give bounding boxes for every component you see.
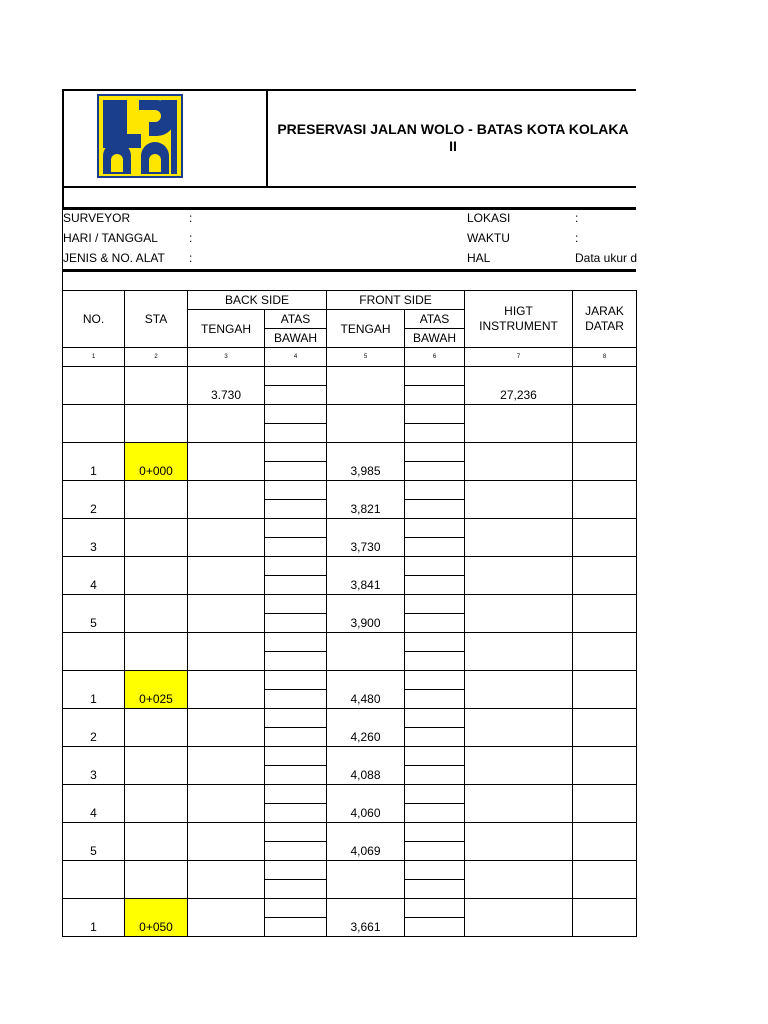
row-sta: [125, 861, 188, 899]
higt-instrument-cell: [465, 709, 573, 747]
tool-colon: :: [189, 251, 193, 265]
front-tengah-cell: 4,060: [327, 785, 405, 823]
back-bawah-cell: [265, 386, 327, 405]
front-bawah-cell: [405, 614, 465, 633]
hal-label: HAL: [467, 251, 491, 265]
front-atas-cell: [405, 519, 465, 538]
front-tengah-cell: 4,069: [327, 823, 405, 861]
back-atas-header: ATAS: [265, 310, 327, 329]
leveling-table: [62, 290, 637, 937]
title-line-1: PRESERVASI JALAN WOLO - BATAS KOTA KOLAKA: [277, 121, 629, 137]
back-atas-cell: [265, 557, 327, 576]
back-atas-cell: [265, 823, 327, 842]
tool-label: JENIS & NO. ALAT: [63, 251, 165, 265]
front-atas-cell: [405, 633, 465, 652]
back-atas-cell: [265, 443, 327, 462]
row-no: 3: [63, 519, 125, 557]
column-number: 5: [327, 348, 405, 367]
table-row: [63, 519, 637, 538]
row-no: 4: [63, 785, 125, 823]
back-tengah-cell: [188, 671, 265, 709]
front-bawah-cell: [405, 842, 465, 861]
back-bawah-cell: [265, 880, 327, 899]
table-row: [63, 671, 637, 690]
front-atas-cell: [405, 785, 465, 804]
back-tengah-cell: [188, 405, 265, 443]
datar-label: DATAR: [585, 319, 624, 333]
row-no: [63, 861, 125, 899]
row-sta: [125, 747, 188, 785]
back-atas-cell: [265, 709, 327, 728]
table-row: [63, 367, 637, 386]
pupr-logo-icon: [97, 94, 183, 178]
front-tengah-cell: 4,088: [327, 747, 405, 785]
front-tengah-cell: 3,730: [327, 519, 405, 557]
row-no: [63, 405, 125, 443]
back-bawah-cell: [265, 462, 327, 481]
front-tengah-cell: [327, 405, 405, 443]
back-bawah-cell: [265, 424, 327, 443]
row-sta: [125, 519, 188, 557]
back-bawah-cell: [265, 728, 327, 747]
jarak-datar-cell: [573, 443, 637, 481]
front-bawah-cell: [405, 576, 465, 595]
row-no: 5: [63, 823, 125, 861]
table-body: [63, 367, 637, 937]
back-atas-cell: [265, 367, 327, 386]
row-sta: [125, 367, 188, 405]
row-no: [63, 367, 125, 405]
date-colon: :: [189, 231, 193, 245]
front-bawah-cell: [405, 766, 465, 785]
row-sta: [125, 405, 188, 443]
front-tengah-cell: 3,821: [327, 481, 405, 519]
row-no: 3: [63, 747, 125, 785]
front-bawah-cell: [405, 804, 465, 823]
row-no: 5: [63, 595, 125, 633]
front-tengah-cell: 3,985: [327, 443, 405, 481]
lokasi-label: LOKASI: [467, 211, 511, 225]
higt-instrument-cell: [465, 899, 573, 937]
row-no: 4: [63, 557, 125, 595]
table-row: [63, 747, 637, 766]
jarak-datar-header: [573, 291, 637, 348]
jarak-label: JARAK: [585, 304, 624, 318]
jarak-datar-cell: [573, 899, 637, 937]
row-sta: [125, 709, 188, 747]
back-bawah-cell: [265, 766, 327, 785]
front-atas-cell: [405, 481, 465, 500]
jarak-datar-cell: [573, 709, 637, 747]
front-bawah-cell: [405, 880, 465, 899]
front-bawah-cell: [405, 462, 465, 481]
back-atas-cell: [265, 405, 327, 424]
table-row: [63, 861, 637, 880]
higt-instrument-cell: [465, 633, 573, 671]
header-spacer: [62, 188, 636, 210]
row-sta: [125, 557, 188, 595]
jarak-datar-cell: [573, 671, 637, 709]
back-tengah-cell: [188, 747, 265, 785]
back-tengah-cell: [188, 785, 265, 823]
row-no: 2: [63, 709, 125, 747]
front-tengah-cell: 3,900: [327, 595, 405, 633]
sheet-header: [62, 89, 636, 188]
front-bawah-cell: [405, 424, 465, 443]
front-atas-cell: [405, 557, 465, 576]
row-sta: 0+025: [125, 671, 188, 709]
table-spacer: [62, 272, 636, 290]
back-tengah-cell: [188, 899, 265, 937]
jarak-datar-cell: [573, 405, 637, 443]
back-tengah-cell: [188, 709, 265, 747]
jarak-datar-cell: [573, 557, 637, 595]
back-atas-cell: [265, 785, 327, 804]
table-row: [63, 899, 637, 918]
row-sta: [125, 595, 188, 633]
higt-instrument-cell: [465, 557, 573, 595]
column-number: 6: [405, 348, 465, 367]
back-atas-cell: [265, 747, 327, 766]
row-no: 2: [63, 481, 125, 519]
back-tengah-cell: [188, 519, 265, 557]
lokasi-colon: :: [575, 211, 579, 225]
front-tengah-cell: 3,661: [327, 899, 405, 937]
higt-instrument-header: [465, 291, 573, 348]
back-atas-cell: [265, 519, 327, 538]
jarak-datar-cell: [573, 367, 637, 405]
back-atas-cell: [265, 481, 327, 500]
table-row: [63, 595, 637, 614]
higt-instrument-cell: [465, 519, 573, 557]
front-atas-cell: [405, 709, 465, 728]
waktu-label: WAKTU: [467, 231, 510, 245]
back-tengah-cell: [188, 595, 265, 633]
table-row: [63, 785, 637, 804]
front-tengah-cell: [327, 367, 405, 405]
front-bawah-cell: [405, 500, 465, 519]
row-no: 1: [63, 671, 125, 709]
front-atas-cell: [405, 443, 465, 462]
column-number: 1: [63, 348, 125, 367]
higt-instrument-cell: 27,236: [465, 367, 573, 405]
jarak-datar-cell: [573, 785, 637, 823]
front-atas-cell: [405, 671, 465, 690]
row-sta: [125, 633, 188, 671]
row-sta: [125, 785, 188, 823]
survey-info: [62, 210, 636, 269]
table-row: [63, 405, 637, 424]
front-atas-cell: [405, 747, 465, 766]
row-sta: 0+050: [125, 899, 188, 937]
front-bawah-header: BAWAH: [405, 329, 465, 348]
back-atas-cell: [265, 671, 327, 690]
row-no: [63, 633, 125, 671]
column-number: 4: [265, 348, 327, 367]
back-bawah-cell: [265, 538, 327, 557]
logo-cell: [64, 91, 268, 188]
row-no: 1: [63, 899, 125, 937]
back-atas-cell: [265, 861, 327, 880]
column-number-row: [63, 348, 637, 367]
front-bawah-cell: [405, 918, 465, 937]
front-atas-cell: [405, 595, 465, 614]
front-atas-header: ATAS: [405, 310, 465, 329]
front-atas-cell: [405, 899, 465, 918]
front-bawah-cell: [405, 728, 465, 747]
back-bawah-cell: [265, 614, 327, 633]
front-atas-cell: [405, 405, 465, 424]
col-sta-header: STA: [125, 291, 188, 348]
higt-instrument-cell: [465, 405, 573, 443]
table-row: [63, 443, 637, 462]
higt-instrument-cell: [465, 823, 573, 861]
front-tengah-cell: 3,841: [327, 557, 405, 595]
title-line-2: II: [449, 138, 457, 154]
front-tengah-cell: [327, 633, 405, 671]
higt-instrument-cell: [465, 747, 573, 785]
front-bawah-cell: [405, 690, 465, 709]
front-tengah-cell: [327, 861, 405, 899]
front-side-header: FRONT SIDE: [327, 291, 465, 310]
higt-instrument-cell: [465, 861, 573, 899]
jarak-datar-cell: [573, 633, 637, 671]
back-atas-cell: [265, 633, 327, 652]
back-tengah-cell: [188, 861, 265, 899]
jarak-datar-cell: [573, 519, 637, 557]
waktu-colon: :: [575, 231, 579, 245]
higt-instrument-cell: [465, 595, 573, 633]
back-bawah-cell: [265, 652, 327, 671]
back-atas-cell: [265, 899, 327, 918]
hal-value: Data ukur d: [575, 251, 638, 265]
survey-sheet: [62, 89, 636, 937]
higt-instrument-cell: [465, 785, 573, 823]
higt-instrument-cell: [465, 443, 573, 481]
column-number: 2: [125, 348, 188, 367]
row-sta: [125, 481, 188, 519]
column-number: 7: [465, 348, 573, 367]
jarak-datar-cell: [573, 747, 637, 785]
higt-instrument-cell: [465, 481, 573, 519]
surveyor-label: SURVEYOR: [63, 211, 131, 225]
table-row: [63, 557, 637, 576]
column-number: 3: [188, 348, 265, 367]
row-no: 1: [63, 443, 125, 481]
back-atas-cell: [265, 595, 327, 614]
back-bawah-cell: [265, 690, 327, 709]
front-atas-cell: [405, 823, 465, 842]
table-row: [63, 709, 637, 728]
higt-instrument-cell: [465, 671, 573, 709]
front-tengah-header: TENGAH: [327, 310, 405, 348]
jarak-datar-cell: [573, 823, 637, 861]
instrument-label: INSTRUMENT: [479, 319, 558, 333]
back-tengah-header: TENGAH: [188, 310, 265, 348]
back-bawah-cell: [265, 804, 327, 823]
jarak-datar-cell: [573, 861, 637, 899]
front-atas-cell: [405, 861, 465, 880]
back-tengah-cell: [188, 443, 265, 481]
front-bawah-cell: [405, 652, 465, 671]
front-tengah-cell: 4,260: [327, 709, 405, 747]
back-bawah-cell: [265, 500, 327, 519]
back-bawah-cell: [265, 918, 327, 937]
back-bawah-cell: [265, 576, 327, 595]
front-atas-cell: [405, 367, 465, 386]
row-sta: [125, 823, 188, 861]
row-sta: 0+000: [125, 443, 188, 481]
jarak-datar-cell: [573, 595, 637, 633]
higt-label: HIGT: [504, 304, 533, 318]
front-bawah-cell: [405, 538, 465, 557]
back-tengah-cell: [188, 557, 265, 595]
back-tengah-cell: [188, 633, 265, 671]
back-bawah-cell: [265, 842, 327, 861]
table-row: [63, 481, 637, 500]
back-bawah-header: BAWAH: [265, 329, 327, 348]
table-row: [63, 633, 637, 652]
document-title: [268, 121, 638, 155]
back-tengah-cell: [188, 823, 265, 861]
back-tengah-cell: 3.730: [188, 367, 265, 405]
surveyor-colon: :: [189, 211, 193, 225]
col-no-header: NO.: [63, 291, 125, 348]
back-side-header: BACK SIDE: [188, 291, 327, 310]
front-bawah-cell: [405, 386, 465, 405]
jarak-datar-cell: [573, 481, 637, 519]
back-tengah-cell: [188, 481, 265, 519]
front-tengah-cell: 4,480: [327, 671, 405, 709]
table-row: [63, 823, 637, 842]
column-number: 8: [573, 348, 637, 367]
date-label: HARI / TANGGAL: [63, 231, 158, 245]
